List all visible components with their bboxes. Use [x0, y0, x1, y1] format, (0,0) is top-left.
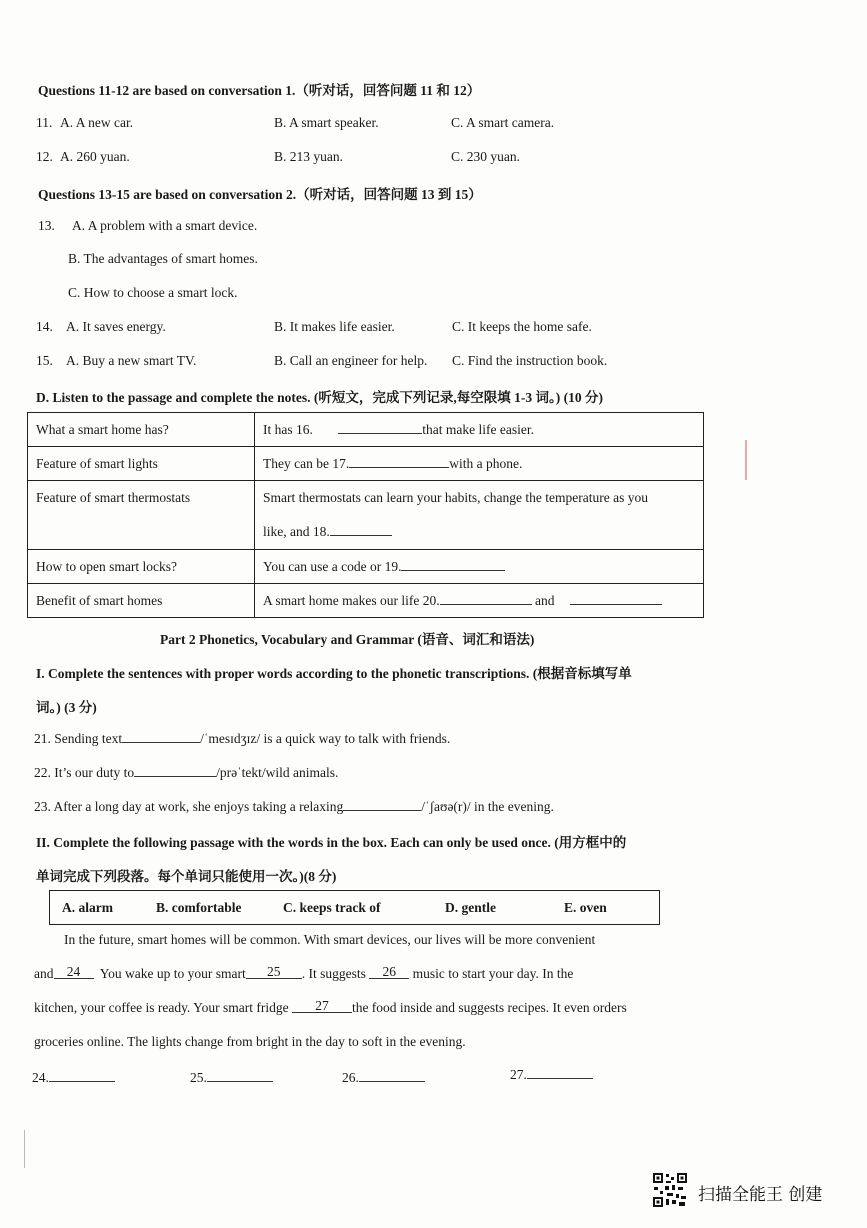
q21: [34, 730, 450, 747]
q15-number: 15.: [36, 353, 53, 368]
notes-question: Feature of smart thermostats: [28, 481, 255, 550]
q14-option-a: A. It saves energy.: [66, 319, 166, 334]
section-2-heading: II. Complete the following passage with the words in the box. Each can only be used once. (用方框中的: [36, 835, 627, 850]
blank-16[interactable]: [338, 421, 422, 434]
blank-22[interactable]: [134, 764, 216, 777]
answer-label: 27.: [510, 1067, 527, 1082]
blank-17[interactable]: [349, 455, 449, 468]
word-option: A. alarm: [62, 900, 113, 915]
answer-label: 25.: [190, 1070, 207, 1085]
passage-line: [34, 1000, 627, 1016]
scanner-watermark: 扫描全能王 创建: [698, 1185, 823, 1205]
q12-option-b: B. 213 yuan.: [274, 149, 343, 164]
q14-option-b: B. It makes life easier.: [274, 319, 395, 334]
notes-text: that make life easier.: [422, 422, 534, 437]
word-option: D. gentle: [445, 900, 496, 915]
part2-title: Part 2 Phonetics, Vocabulary and Grammar (语音、词汇和语法): [160, 632, 535, 647]
notes-answer: [255, 447, 704, 481]
notes-text: You can use a code or 19.: [263, 559, 402, 574]
q11-number: 11.: [36, 115, 53, 130]
notes-answer: [255, 550, 704, 584]
q12-number: 12.: [36, 149, 53, 164]
answer-26: [342, 1069, 425, 1086]
blank-number: 27: [315, 998, 329, 1013]
passage-text: the food inside and suggests recipes. It even orders: [351, 1000, 627, 1015]
notes-text: It has 16.: [263, 422, 313, 437]
blank-number: 25: [267, 964, 281, 979]
word-option: C. keeps track of: [283, 900, 381, 915]
notes-question: How to open smart locks?: [28, 550, 255, 584]
answer-blank[interactable]: [527, 1066, 593, 1079]
q15-option-b: B. Call an engineer for help.: [274, 353, 428, 368]
q11-option-b: B. A smart speaker.: [274, 115, 379, 130]
passage-text: . It suggests: [301, 966, 366, 981]
blank-23[interactable]: [343, 798, 421, 811]
answer-blank[interactable]: [359, 1069, 425, 1082]
passage-line: groceries online. The lights change from bright in the day to soft in the evening.: [34, 1034, 466, 1049]
notes-answer: [255, 413, 704, 447]
q15-option-c: C. Find the instruction book.: [452, 353, 608, 368]
q13-option-b: B. The advantages of smart homes.: [68, 251, 258, 266]
scan-edge-line: [24, 1130, 25, 1168]
word-option: E. oven: [564, 900, 607, 915]
notes-text: They can be 17.: [263, 456, 350, 471]
q13-number: 13.: [38, 218, 55, 233]
q13-option-a: A. A problem with a smart device.: [72, 218, 258, 233]
answer-25: [190, 1069, 273, 1086]
qr-code-icon: [652, 1172, 688, 1208]
q12-option-a: A. 260 yuan.: [60, 149, 130, 164]
answer-label: 24.: [32, 1070, 49, 1085]
q21-phonetic: /ˈmesɪdʒɪz/ is a quick way to talk with friends.: [200, 731, 451, 746]
notes-text: Smart thermostats can learn your habits, change the temperature as you: [263, 490, 648, 505]
notes-row: [28, 413, 704, 447]
answer-blank[interactable]: [207, 1069, 273, 1082]
notes-answer: [255, 481, 704, 550]
q23-phonetic: /ˈʃaʊə(r)/ in the evening.: [421, 799, 554, 814]
q23-text: 23. After a long day at work, she enjoys taking a relaxing: [34, 799, 344, 814]
notes-table: [27, 412, 704, 618]
q11-option-a: A. A new car.: [60, 115, 134, 130]
blank-26[interactable]: [369, 966, 409, 979]
answer-blank[interactable]: [49, 1069, 115, 1082]
conversation-2-heading: Questions 13-15 are based on conversation 2.（听对话，回答问题 13 到 15）: [38, 187, 482, 202]
q22-phonetic: /prəˈtekt/wild animals.: [216, 765, 339, 780]
passage-text: You wake up to your smart: [99, 966, 246, 981]
blank-27[interactable]: [292, 1000, 352, 1013]
notes-row: [28, 550, 704, 584]
blank-number: 24: [66, 964, 81, 979]
q23: [34, 798, 554, 815]
passage-line: [34, 966, 573, 982]
notes-text: with a phone.: [449, 456, 523, 471]
q14-option-c: C. It keeps the home safe.: [452, 319, 592, 334]
q22-text: 22. It’s our duty to: [34, 765, 135, 780]
notes-text: A smart home makes our life 20.: [263, 593, 440, 608]
q21-text: 21. Sending text: [34, 731, 123, 746]
answer-24: [32, 1069, 115, 1086]
notes-row: [28, 481, 704, 550]
section-1-heading-cont: 词。) (3 分): [36, 700, 97, 715]
q14-number: 14.: [36, 319, 53, 334]
notes-text: like, and 18.: [263, 524, 330, 539]
passage-text: kitchen, your coffee is ready. Your smart fridge: [34, 1000, 289, 1015]
notes-question: What a smart home has?: [28, 413, 255, 447]
blank-number: 26: [382, 964, 396, 979]
scan-mark: [745, 440, 747, 480]
answer-27: [510, 1066, 593, 1083]
blank-20a[interactable]: [440, 592, 532, 605]
notes-row: [28, 584, 704, 618]
blank-19[interactable]: [401, 558, 505, 571]
q11-option-c: C. A smart camera.: [451, 115, 555, 130]
word-option: B. comfortable: [156, 900, 242, 915]
blank-21[interactable]: [122, 730, 200, 743]
word-box: [49, 890, 660, 925]
q12-option-c: C. 230 yuan.: [451, 149, 520, 164]
blank-25[interactable]: [246, 966, 302, 979]
notes-question: Feature of smart lights: [28, 447, 255, 481]
answer-label: 26.: [342, 1070, 359, 1085]
blank-24[interactable]: [54, 966, 94, 979]
q15-option-a: A. Buy a new smart TV.: [66, 353, 197, 368]
notes-question: Benefit of smart homes: [28, 584, 255, 618]
q13-option-c: C. How to choose a smart lock.: [68, 285, 238, 300]
q22: [34, 764, 338, 781]
notes-answer: [255, 584, 704, 618]
section-1-heading: I. Complete the sentences with proper words according to the phonetic transcriptions. (根据音标填写单: [36, 666, 632, 681]
notes-text: and: [534, 593, 555, 608]
passage-text: music to start your day. In the: [412, 966, 574, 981]
notes-row: [28, 447, 704, 481]
blank-18[interactable]: [330, 523, 392, 536]
section-d-heading: D. Listen to the passage and complete the notes. (听短文，完成下列记录,每空限填 1-3 词。) (10 分): [36, 390, 603, 405]
passage-line: In the future, smart homes will be common. With smart devices, our lives will be more convenient: [64, 932, 596, 947]
conversation-1-heading: Questions 11-12 are based on conversation 1.（听对话，回答问题 11 和 12）: [38, 83, 481, 98]
blank-20b[interactable]: [570, 592, 662, 605]
passage-text: and: [34, 966, 54, 981]
section-2-heading-cont: 单词完成下列段落。每个单词只能使用一次。)(8 分): [36, 869, 337, 884]
